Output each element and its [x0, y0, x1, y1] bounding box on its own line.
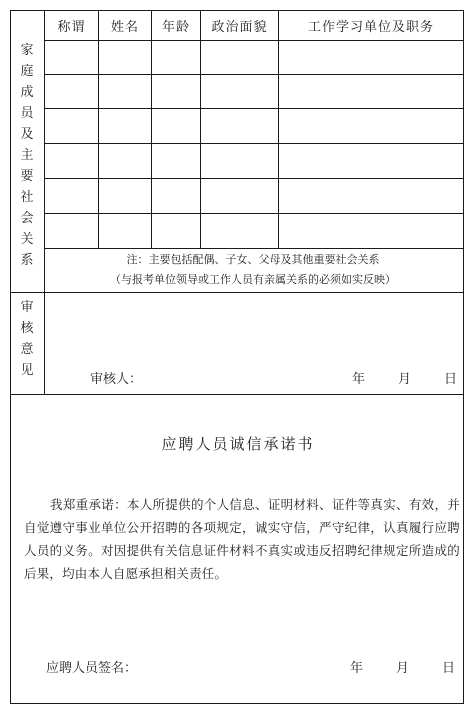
pledge-body: 我郑重承诺：本人所提供的个人信息、证明材料、证件等真实、有效，并自觉遵守事业单位公开招聘的各项规定，诚实守信，严守纪律，认真履行应聘人员的义务。对因提供有关信息证件材料不真实或违反招聘纪律规定所造成的后果，均由本人自愿承担相关责任。 — [24, 497, 460, 581]
label-column-divider — [44, 10, 45, 394]
signature-label: 应聘人员签名： — [46, 661, 138, 676]
row-divider — [44, 143, 464, 144]
review-section-label: 审 核 意 见 — [20, 300, 34, 378]
section-divider-family-review — [10, 292, 464, 293]
column-header-work-unit-position: 工作学习单位及职务 — [307, 19, 434, 35]
signature-date-day: 日 — [442, 661, 456, 676]
signature-date-month: 月 — [396, 661, 410, 676]
signature-date-year: 年 — [350, 661, 364, 676]
column-header-relation: 称谓 — [57, 19, 86, 35]
column-header-name: 姓名 — [110, 19, 139, 35]
row-divider — [44, 40, 464, 41]
family-section-label: 家 庭 成 员 及 主 要 社 会 关 系 — [20, 43, 34, 268]
pledge-title: 应聘人员诚信承诺书 — [161, 435, 315, 453]
row-divider — [44, 213, 464, 214]
section-divider-review-pledge — [10, 394, 464, 395]
family-note-line-1: 注：主要包括配偶、子女、父母及其他重要社会关系 — [126, 253, 380, 266]
table-bottom-border — [10, 703, 464, 704]
column-header-political-status: 政治面貌 — [211, 19, 268, 35]
row-divider — [44, 178, 464, 179]
review-date-year: 年 — [352, 372, 366, 387]
reviewer-label: 审核人： — [90, 372, 143, 387]
column-header-age: 年龄 — [161, 19, 190, 35]
table-left-border — [10, 10, 11, 704]
row-divider — [44, 74, 464, 75]
row-divider — [44, 108, 464, 109]
family-note-line-2: （与报考单位领导或工作人员有亲属关系的必须如实反映） — [110, 273, 396, 286]
review-date-day: 日 — [444, 372, 458, 387]
review-date-month: 月 — [398, 372, 412, 387]
table-right-border — [463, 10, 464, 704]
row-divider — [44, 248, 464, 249]
